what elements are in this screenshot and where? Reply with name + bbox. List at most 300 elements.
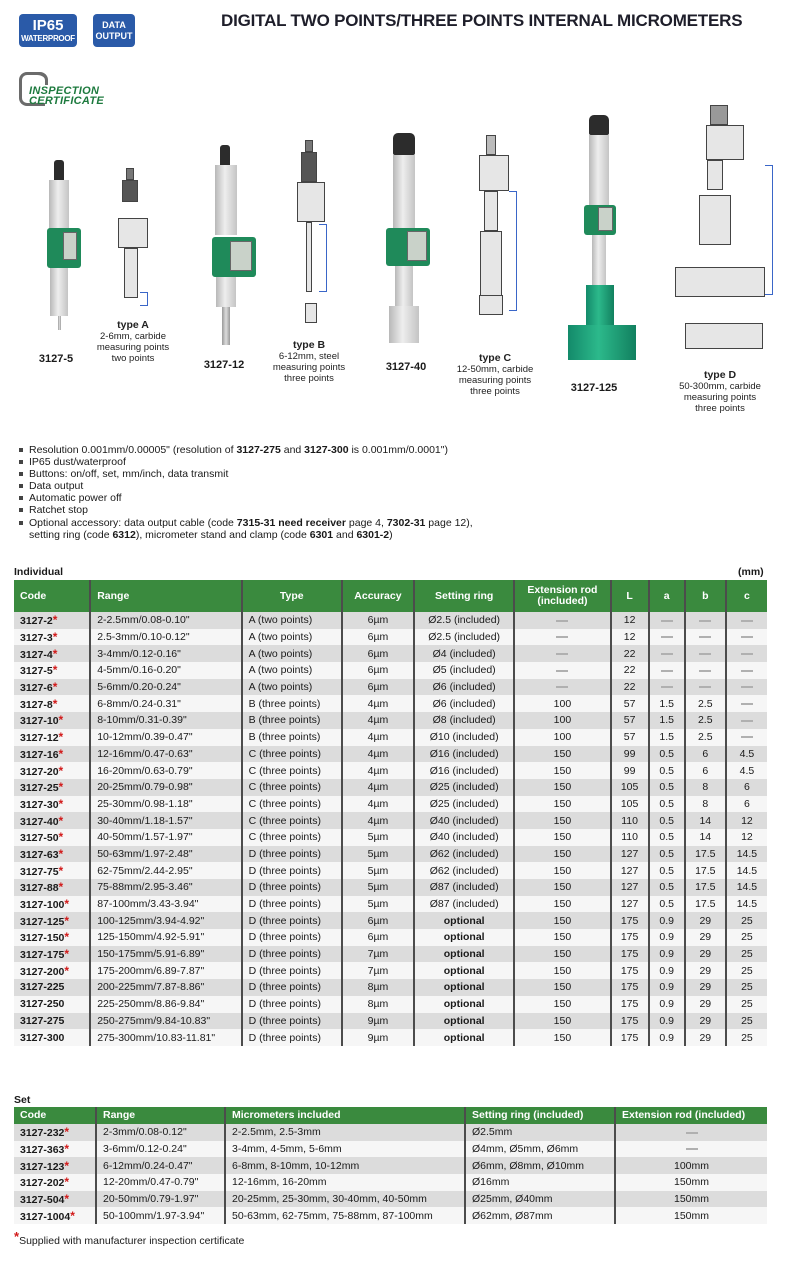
cell-range [90, 746, 241, 763]
feature-item [19, 529, 473, 541]
cell-code [14, 796, 90, 813]
cell-code-text: 3127-202 [20, 1177, 65, 1190]
feature-item [19, 504, 473, 516]
cell-type [242, 846, 342, 863]
feature-text-bold: 6301-2 [356, 528, 390, 541]
cell-c [726, 1013, 767, 1030]
cell-code [14, 746, 90, 763]
cell-micrometers-included [225, 1207, 465, 1224]
cell-L-text: 127 [620, 847, 639, 860]
cell-code [14, 896, 90, 913]
cell-code [14, 1029, 90, 1046]
cell-setting-ring-text: Ø5 (included) [432, 664, 496, 677]
cell-code-text: 3127-275 [20, 1014, 65, 1027]
cell-range-text: 225-250mm/8.86-9.84" [97, 998, 205, 1011]
cell-code [14, 1174, 96, 1191]
table-row [14, 612, 767, 629]
cell-a [649, 645, 685, 662]
cell-accuracy-text: 4µm [367, 714, 389, 727]
table-row [14, 846, 767, 863]
cell-type [242, 695, 342, 712]
cell-range [90, 796, 241, 813]
cell-b [685, 629, 726, 646]
badge-line1: DATA [102, 20, 126, 30]
cell-range [96, 1174, 225, 1191]
cell-L [611, 962, 649, 979]
cell-setting-ring-text: Ø25mm, Ø40mm [472, 1193, 553, 1206]
cell-accuracy-text: 6µm [367, 631, 389, 644]
cell-c [726, 896, 767, 913]
cell-extension-rod-text: 150 [553, 1014, 572, 1027]
cell-extension-rod [514, 979, 610, 996]
cell-a-text: 0.5 [659, 747, 674, 760]
cell-range-text: 25-30mm/0.98-1.18" [97, 797, 193, 810]
cell-type [242, 912, 342, 929]
cell-c-text: 12 [741, 831, 753, 844]
cell-extension-rod-text: 150 [553, 898, 572, 911]
product-image-3127-125 [568, 115, 638, 360]
inspection-certificate-logo [19, 72, 129, 106]
cell-b-text: 8 [702, 797, 709, 810]
cell-c [726, 612, 767, 629]
certificate-star-icon: * [58, 863, 64, 878]
cell-code [14, 679, 90, 696]
certificate-star-icon: * [52, 630, 58, 645]
cell-c-text: 6 [743, 781, 750, 794]
data-output-badge [93, 14, 135, 47]
cell-c [726, 929, 767, 946]
cell-extension-rod [514, 629, 610, 646]
cell-code-text: 3127-300 [20, 1031, 65, 1044]
cell-extension-rod-text: 100 [553, 697, 572, 710]
cell-type [242, 779, 342, 796]
feature-text: and [333, 528, 357, 541]
cell-range-text: 5-6mm/0.20-0.24" [97, 681, 181, 694]
cell-a-text: 0.9 [659, 948, 674, 961]
feature-text-bold: 7315-31 need receiver [236, 516, 346, 529]
cell-c [726, 779, 767, 796]
dash-icon [741, 703, 753, 705]
cell-code-text: 3127-363 [20, 1144, 65, 1157]
type-a-caption [88, 320, 178, 364]
cell-extension-rod-text: 150 [553, 964, 572, 977]
feature-text: Data output [29, 480, 84, 493]
cell-c [726, 729, 767, 746]
type-desc-line: two points [111, 353, 155, 364]
cell-type-text: A (two points) [248, 614, 313, 627]
cell-b-text: 17.5 [695, 864, 716, 877]
cell-a-text: 0.5 [659, 831, 674, 844]
cell-setting-ring [414, 679, 514, 696]
cell-a [649, 695, 685, 712]
cell-type-text: D (three points) [248, 1031, 321, 1044]
cell-b-text: 29 [699, 931, 712, 944]
cell-L [611, 879, 649, 896]
cell-L [611, 996, 649, 1013]
cell-setting-ring [414, 712, 514, 729]
cell-extension-rod-text: 150mm [673, 1209, 709, 1222]
badge-subtext: WATERPROOF [21, 34, 75, 43]
table-row [14, 712, 767, 729]
cell-L [611, 812, 649, 829]
cell-range-text: 62-75mm/2.44-2.95" [97, 864, 193, 877]
cell-range-text: 6-8mm/0.24-0.31" [97, 697, 181, 710]
cell-a [649, 979, 685, 996]
cell-extension-rod [514, 695, 610, 712]
cell-a-text: 0.9 [659, 1031, 674, 1044]
cell-extension-rod-text: 150 [553, 981, 572, 994]
cell-L-text: 12 [623, 614, 636, 627]
cell-accuracy [342, 962, 414, 979]
cell-accuracy [342, 695, 414, 712]
cell-range-text: 50-100mm/1.97-3.94" [103, 1209, 205, 1222]
cell-range [90, 946, 241, 963]
individual-section-label: Individual [14, 566, 64, 578]
table-row [14, 829, 767, 846]
cell-accuracy-text: 6µm [367, 931, 389, 944]
cell-code-text: 3127-232 [20, 1127, 65, 1140]
cell-setting-ring-text: Ø16 (included) [429, 747, 499, 760]
cell-a [649, 879, 685, 896]
cell-range-text: 175-200mm/6.89-7.87" [97, 964, 205, 977]
cell-extension-rod-text: 150mm [673, 1193, 709, 1206]
cell-type-text: D (three points) [248, 931, 321, 944]
cell-L [611, 829, 649, 846]
cell-accuracy-text: 4µm [367, 697, 389, 710]
cell-extension-rod [514, 679, 610, 696]
cell-code [14, 645, 90, 662]
cell-extension-rod [514, 946, 610, 963]
cell-code-text: 3127-150 [20, 932, 65, 945]
cell-type [242, 929, 342, 946]
cell-code [14, 1124, 96, 1141]
cell-extension-rod [514, 796, 610, 813]
type-name: type B [292, 339, 326, 351]
cell-type [242, 896, 342, 913]
cell-type [242, 662, 342, 679]
cell-setting-ring-text: optional [443, 1014, 485, 1027]
cell-extension-rod-text: 150 [553, 914, 572, 927]
cell-extension-rod [514, 662, 610, 679]
feature-text-bold: 7302-31 [386, 516, 426, 529]
cell-setting-ring-text: Ø16 (included) [429, 764, 499, 777]
cell-L [611, 946, 649, 963]
cell-accuracy [342, 896, 414, 913]
type-desc-line: measuring points [458, 375, 532, 386]
cell-L-text: 175 [620, 1014, 639, 1027]
cell-setting-ring [414, 862, 514, 879]
cell-range [90, 645, 241, 662]
cell-b [685, 729, 726, 746]
cell-extension-rod-text: 150mm [673, 1176, 709, 1189]
cell-accuracy-text: 4µm [367, 764, 389, 777]
cell-accuracy [342, 996, 414, 1013]
cell-extension-rod-text: 100mm [673, 1159, 709, 1172]
badge-line2: OUTPUT [95, 31, 133, 41]
cell-type-text: D (three points) [248, 981, 321, 994]
cell-setting-ring-text: Ø10 (included) [429, 731, 499, 744]
dash-icon [741, 670, 753, 672]
cell-extension-rod-text: 150 [553, 881, 572, 894]
cell-setting-ring [414, 846, 514, 863]
cell-code-text: 3127-20 [20, 765, 59, 778]
dash-icon [699, 620, 711, 622]
cell-setting-ring [414, 612, 514, 629]
cell-extension-rod [514, 929, 610, 946]
cell-a [649, 912, 685, 929]
cell-L-text: 99 [623, 764, 636, 777]
cell-micrometers-included [225, 1191, 465, 1208]
cell-type [242, 812, 342, 829]
cell-accuracy [342, 1013, 414, 1030]
cell-a-text: 0.5 [659, 898, 674, 911]
cell-L-text: 127 [620, 881, 639, 894]
cell-accuracy-text: 4µm [367, 814, 389, 827]
cell-L-text: 175 [620, 914, 639, 927]
cell-c-text: 25 [741, 931, 753, 944]
cell-L-text: 175 [620, 1031, 639, 1044]
individual-table [14, 580, 767, 1046]
cell-c [726, 629, 767, 646]
cell-code [14, 846, 90, 863]
cell-setting-ring-text: optional [443, 981, 485, 994]
cell-range-text: 75-88mm/2.95-3.46" [97, 881, 193, 894]
cell-range-text: 4-5mm/0.16-0.20" [97, 664, 181, 677]
cell-L-text: 99 [623, 747, 636, 760]
cell-extension-rod [514, 645, 610, 662]
cell-micrometers-included-text: 12-16mm, 16-20mm [232, 1176, 327, 1189]
cell-range-text: 275-300mm/10.83-11.81" [97, 1031, 216, 1044]
feature-text: setting ring (code [29, 528, 113, 541]
certificate-star-icon: * [64, 913, 70, 928]
cell-code-text: 3127-125 [20, 915, 65, 928]
cell-L [611, 762, 649, 779]
cell-b-text: 6 [702, 764, 709, 777]
product-code-label: 3127-40 [385, 361, 427, 373]
cell-b [685, 896, 726, 913]
cell-type [242, 746, 342, 763]
cell-code [14, 1157, 96, 1174]
cell-setting-ring [465, 1141, 615, 1158]
cell-accuracy-text: 8µm [367, 998, 389, 1011]
cell-type-text: D (three points) [248, 948, 321, 961]
cell-c-text: 25 [741, 948, 753, 961]
cell-setting-ring-text: Ø87 (included) [429, 881, 499, 894]
dash-icon [661, 636, 673, 638]
cell-type [242, 796, 342, 813]
cell-a [649, 1029, 685, 1046]
cell-accuracy-text: 7µm [367, 948, 389, 961]
cell-setting-ring-text: Ø40 (included) [429, 814, 499, 827]
cell-setting-ring-text: Ø4 (included) [432, 647, 496, 660]
cell-accuracy-text: 4µm [367, 747, 389, 760]
cell-extension-rod [514, 762, 610, 779]
certificate-star-icon: * [58, 880, 64, 895]
certificate-star-icon: * [52, 613, 58, 628]
product-code-label: 3127-5 [38, 353, 74, 365]
cell-extension-rod [514, 996, 610, 1013]
cell-code-text: 3127-4 [20, 648, 53, 661]
cell-accuracy-text: 6µm [367, 914, 389, 927]
cell-setting-ring [414, 746, 514, 763]
cell-micrometers-included [225, 1124, 465, 1141]
type-desc-line: measuring points [96, 342, 170, 353]
feature-text: Ratchet stop [29, 504, 88, 517]
cell-setting-ring-text: optional [443, 964, 485, 977]
cell-b-text: 8 [702, 781, 709, 794]
cell-type [242, 962, 342, 979]
certificate-star-icon: * [64, 1142, 70, 1157]
cell-accuracy [342, 746, 414, 763]
cell-b [685, 962, 726, 979]
cell-setting-ring-text: Ø4mm, Ø5mm, Ø6mm [472, 1143, 579, 1156]
cell-b [685, 829, 726, 846]
cell-code [14, 779, 90, 796]
cell-b-text: 29 [699, 1014, 712, 1027]
cell-b-text: 2.5 [697, 714, 713, 727]
cell-a-text: 0.9 [659, 998, 674, 1011]
cell-a [649, 729, 685, 746]
dash-icon [741, 720, 753, 722]
table-row [14, 896, 767, 913]
col-accuracy: Accuracy [342, 580, 414, 612]
dash-icon [699, 670, 711, 672]
cell-extension-rod [514, 812, 610, 829]
cell-range [90, 612, 241, 629]
cell-b-text: 17.5 [695, 898, 716, 911]
cell-setting-ring-text: Ø2.5 (included) [428, 631, 501, 644]
dash-icon [661, 653, 673, 655]
cell-b-text: 29 [699, 1031, 712, 1044]
cell-c [726, 812, 767, 829]
cell-extension-rod [615, 1207, 767, 1224]
table-row [14, 996, 767, 1013]
cell-accuracy-text: 5µm [367, 898, 389, 911]
table-row [14, 962, 767, 979]
feature-text: Optional accessory: data output cable (code [29, 516, 237, 529]
cell-extension-rod-text: 150 [553, 931, 572, 944]
cell-c [726, 829, 767, 846]
page-title: DIGITAL TWO POINTS/THREE POINTS INTERNAL MICROMETERS [221, 11, 743, 30]
cell-L-text: 110 [621, 831, 638, 844]
cell-accuracy-text: 6µm [367, 664, 389, 677]
cell-code-text: 3127-123 [20, 1160, 65, 1173]
cell-setting-ring-text: Ø25 (included) [429, 781, 499, 794]
cell-a-text: 0.9 [659, 964, 674, 977]
type-desc-line: three points [470, 386, 520, 397]
cell-type-text: A (two points) [248, 631, 313, 644]
cell-L-text: 175 [620, 964, 639, 977]
cell-code [14, 612, 90, 629]
certificate-line1: INSPECTION [29, 85, 100, 97]
cell-code-text: 3127-504 [20, 1194, 65, 1207]
cell-micrometers-included-text: 50-63mm, 62-75mm, 75-88mm, 87-100mm [232, 1209, 433, 1222]
cell-extension-rod [514, 846, 610, 863]
cell-c [726, 846, 767, 863]
feature-text: Resolution 0.001mm/0.00005" (resolution of [29, 444, 237, 456]
cell-range [90, 779, 241, 796]
cell-extension-rod-text: 150 [553, 1031, 572, 1044]
cell-range [90, 962, 241, 979]
cell-code [14, 1207, 96, 1224]
type-name: type A [117, 319, 149, 331]
feature-text-bold: 6312 [112, 528, 136, 541]
table-row [14, 695, 767, 712]
table-row [14, 1191, 767, 1208]
cell-extension-rod [514, 829, 610, 846]
table-row [14, 1207, 767, 1224]
cell-setting-ring [414, 779, 514, 796]
table-row [14, 796, 767, 813]
cell-accuracy [342, 812, 414, 829]
cell-L [611, 912, 649, 929]
dash-icon [699, 636, 711, 638]
cell-b [685, 846, 726, 863]
cell-setting-ring [465, 1174, 615, 1191]
cell-b [685, 996, 726, 1013]
cell-setting-ring [414, 629, 514, 646]
cell-code [14, 962, 90, 979]
cell-L [611, 1013, 649, 1030]
cell-extension-rod-text: 100 [553, 714, 572, 727]
cell-b-text: 14 [699, 831, 712, 844]
cell-range-text: 12-16mm/0.47-0.63" [97, 747, 193, 760]
table-row [14, 645, 767, 662]
feature-text: Automatic power off [29, 492, 122, 505]
cell-type-text: D (three points) [248, 864, 321, 877]
feature-text: is 0.001mm/0.0001") [348, 444, 448, 456]
cell-accuracy-text: 8µm [367, 981, 389, 994]
feature-item [19, 492, 473, 504]
cell-c [726, 862, 767, 879]
feature-item [19, 480, 473, 492]
cell-setting-ring-text: Ø87 (included) [429, 898, 499, 911]
cell-accuracy [342, 946, 414, 963]
certificate-star-icon: * [58, 713, 64, 728]
cell-a-text: 0.9 [659, 914, 674, 927]
cell-accuracy [342, 846, 414, 863]
dash-icon [556, 670, 568, 672]
cell-setting-ring [414, 662, 514, 679]
cell-range-text: 2-2.5mm/0.08-0.10" [97, 614, 190, 627]
cell-setting-ring [414, 929, 514, 946]
cell-a-text: 0.5 [659, 797, 674, 810]
type-b-drawing [295, 140, 335, 330]
certificate-star-icon: * [58, 796, 64, 811]
cell-type [242, 879, 342, 896]
cell-range-text: 250-275mm/9.84-10.83" [97, 1014, 211, 1027]
dash-icon [741, 653, 753, 655]
cell-L [611, 796, 649, 813]
feature-text: page 4, [345, 516, 387, 529]
cell-setting-ring [414, 695, 514, 712]
dash-icon [699, 653, 711, 655]
cell-type-text: B (three points) [248, 697, 321, 710]
cell-type [242, 996, 342, 1013]
cell-type-text: C (three points) [248, 814, 321, 827]
cell-extension-rod-text: 150 [553, 814, 572, 827]
cell-c-text: 25 [741, 1014, 753, 1027]
cell-b-text: 29 [699, 998, 712, 1011]
cell-type-text: D (three points) [248, 914, 321, 927]
cell-code [14, 762, 90, 779]
cell-setting-ring [414, 796, 514, 813]
certificate-star-icon: * [58, 830, 64, 845]
cell-c [726, 645, 767, 662]
certificate-star-icon: * [70, 1208, 75, 1223]
cell-a [649, 929, 685, 946]
cell-c [726, 979, 767, 996]
